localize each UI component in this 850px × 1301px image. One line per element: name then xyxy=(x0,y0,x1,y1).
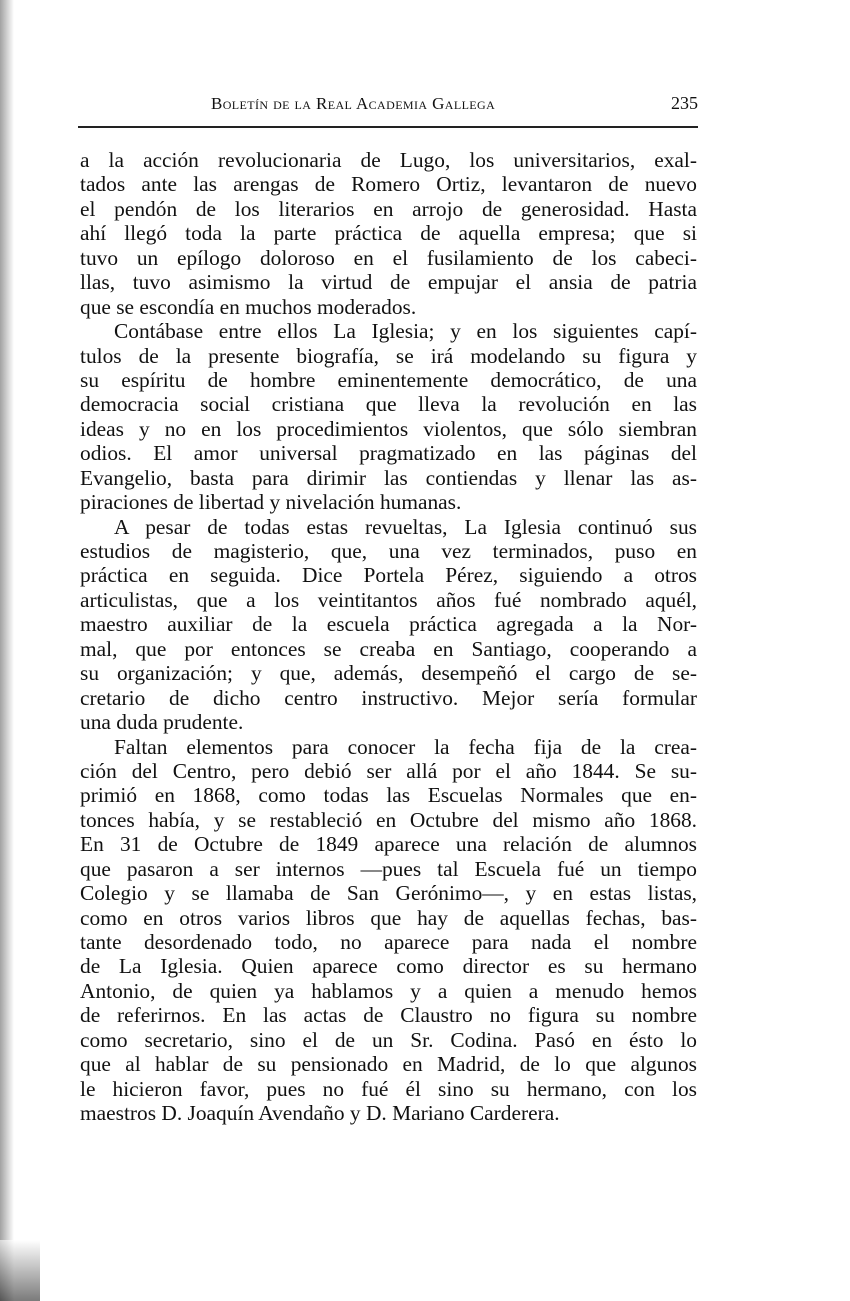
book-binding-shadow xyxy=(0,0,14,1301)
text-line: maestro auxiliar de la escuela práctica agregada a la Nor- xyxy=(80,612,697,637)
text-line: tonces había, y se restableció en Octubre del mismo año 1868. xyxy=(80,807,697,832)
text-line: Contábase entre ellos La Iglesia; y en los siguientes capí- xyxy=(114,319,697,344)
text-line: tados ante las arengas de Romero Ortiz, levantaron de nuevo xyxy=(80,172,697,197)
text-line: odios. El amor universal pragmatizado en las páginas del xyxy=(80,441,697,466)
page-number: 235 xyxy=(671,93,698,113)
text-line: Faltan elementos para conocer la fecha fija de la crea- xyxy=(114,734,697,759)
text-line: como en otros varios libros que hay de aquellas fechas, bas- xyxy=(80,905,697,930)
text-line: primió en 1868, como todas las Escuelas Normales que en- xyxy=(80,783,697,808)
page-corner-shadow xyxy=(0,1240,40,1301)
text-line: estudios de magisterio, que, una vez terminados, puso en xyxy=(80,539,697,563)
paragraph xyxy=(80,148,697,319)
text-line: su organización; y que, además, desempeñó el cargo de se- xyxy=(80,661,697,686)
text-line: ahí llegó toda la parte práctica de aquella empresa; que si xyxy=(80,221,697,246)
text-line: democracia social cristiana que lleva la revolución en las xyxy=(80,392,697,417)
text-line: llas, tuvo asimismo la virtud de empujar el ansia de patria xyxy=(80,270,697,295)
text-line: que al hablar de su pensionado en Madrid, de lo que algunos xyxy=(80,1052,697,1077)
text-line: cretario de dicho centro instructivo. Mejor sería formular xyxy=(80,685,697,710)
text-line: articulistas, que a los veintitantos años fué nombrado aquél, xyxy=(80,587,697,612)
text-line: que se escondía en muchos moderados. xyxy=(80,294,417,319)
paragraph xyxy=(80,735,697,1126)
text-line: tuvo un epílogo doloroso en el fusilamiento de los cabeci- xyxy=(80,245,697,270)
text-line: como secretario, sino el de un Sr. Codina. Pasó en ésto lo xyxy=(80,1027,697,1052)
text-line: ción del Centro, pero debió ser allá por el año 1844. Se su- xyxy=(80,758,697,783)
text-line: Evangelio, basta para dirimir las contiendas y llenar las as- xyxy=(80,465,697,490)
text-line: práctica en seguida. Dice Portela Pérez, siguiendo a otros xyxy=(80,563,697,588)
text-line: Colegio y se llamaba de San Gerónimo—, y en estas listas, xyxy=(80,881,697,906)
text-line: el pendón de los literarios en arrojo de generosidad. Hasta xyxy=(80,196,697,221)
paragraph xyxy=(80,319,697,515)
text-line: que pasaron a ser internos —pues tal Escuela fué un tiempo xyxy=(80,856,697,881)
running-title: Boletín de la Real Academia Gallega xyxy=(211,94,496,113)
text-line: ideas y no en los procedimientos violentos, que sólo siembran xyxy=(80,416,697,441)
text-line: mal, que por entonces se creaba en Santiago, cooperando a xyxy=(80,636,697,661)
text-line: maestros D. Joaquín Avendaño y D. Mariano Carderera. xyxy=(80,1101,560,1126)
text-line: una duda prudente. xyxy=(80,710,244,735)
text-line: tulos de la presente biografía, se irá modelando su figura y xyxy=(80,343,697,368)
text-line: le hicieron favor, pues no fué él sino su hermano, con los xyxy=(80,1076,697,1101)
text-line: su espíritu de hombre eminentemente democrático, de una xyxy=(80,367,697,392)
body-text xyxy=(80,148,697,1126)
text-line: Antonio, de quien ya hablamos y a quien a menudo hemos xyxy=(80,978,697,1003)
text-line: piraciones de libertad y nivelación humanas. xyxy=(80,490,462,515)
text-line: tante desordenado todo, no aparece para nada el nombre xyxy=(80,930,697,954)
header-rule xyxy=(78,126,698,128)
text-line: En 31 de Octubre de 1849 aparece una relación de alumnos xyxy=(80,832,697,857)
text-line: a la acción revolucionaria de Lugo, los universitarios, exal- xyxy=(80,148,697,172)
page-header xyxy=(78,94,698,120)
paragraph xyxy=(80,515,697,735)
text-line: A pesar de todas estas revueltas, La Iglesia continuó sus xyxy=(114,514,697,539)
text-line: de La Iglesia. Quien aparece como director es su hermano xyxy=(80,954,697,979)
text-line: de referirnos. En las actas de Claustro no figura su nombre xyxy=(80,1003,697,1028)
